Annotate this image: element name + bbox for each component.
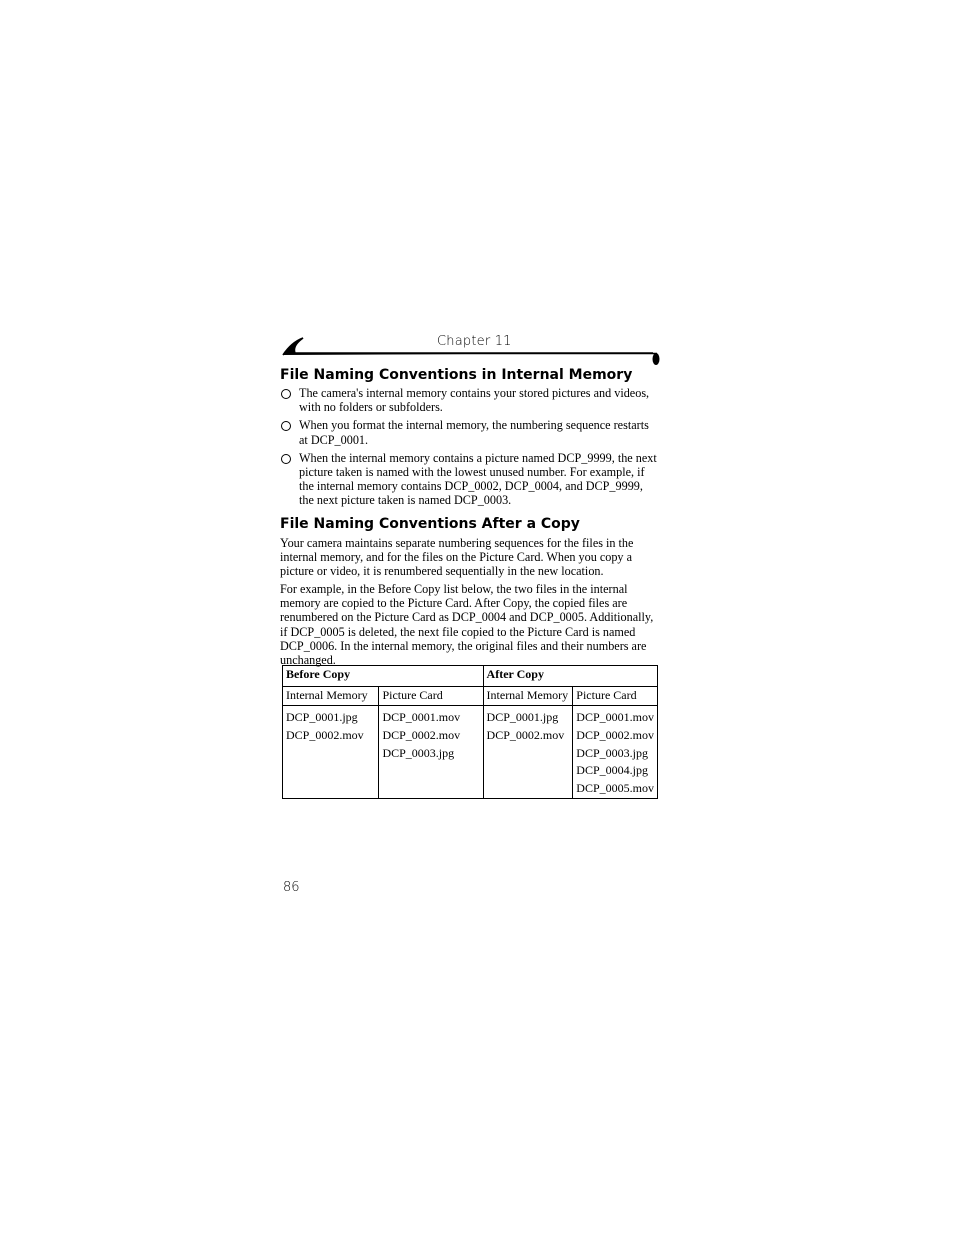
file-name: DCP_0004.jpg bbox=[576, 763, 648, 778]
section-title-internal-memory: File Naming Conventions in Internal Memory bbox=[280, 367, 633, 383]
list-item bbox=[280, 386, 660, 414]
section-title-after-copy: File Naming Conventions After a Copy bbox=[280, 516, 580, 532]
table-column-header: Internal Memory bbox=[483, 687, 573, 706]
circle-bullet-icon bbox=[281, 454, 291, 464]
list-item-text: The camera's internal memory contains your stored pictures and videos, with no folders or subfolders. bbox=[299, 386, 650, 415]
circle-bullet-icon bbox=[281, 421, 291, 431]
file-name: DCP_0001.mov bbox=[576, 710, 654, 724]
file-name: DCP_0002.mov bbox=[286, 727, 364, 742]
list-item bbox=[280, 451, 660, 508]
table-group-header: Before Copy bbox=[283, 666, 484, 687]
list-item-text: When you format the internal memory, the numbering sequence restarts at DCP_0001. bbox=[299, 418, 649, 447]
file-name: DCP_0001.jpg bbox=[286, 710, 358, 724]
table-group-header: After Copy bbox=[483, 666, 657, 687]
file-name: DCP_0002.mov bbox=[576, 727, 654, 742]
list-item-text: When the internal memory contains a picture named DCP_9999, the next picture taken is named with the lowest unused number. For example, if the internal memory contains DCP_0002, DCP_0004, and DCP_9999, the next picture taken is named DCP_0003. bbox=[299, 450, 657, 508]
circle-bullet-icon bbox=[281, 389, 291, 399]
file-name: DCP_0005.mov bbox=[576, 781, 654, 796]
paragraph: Your camera maintains separate numbering sequences for the files in the internal memory, and for the files on the Picture Card. When you copy a picture or video, it is renumbered sequentially in the new location. bbox=[280, 536, 634, 579]
table-cell bbox=[379, 706, 483, 799]
table-cell bbox=[283, 706, 379, 799]
chapter-header bbox=[281, 330, 661, 366]
table-cell bbox=[573, 706, 658, 799]
table-column-header: Picture Card bbox=[573, 687, 658, 706]
bullet-list bbox=[280, 386, 660, 512]
file-name: DCP_0002.mov bbox=[486, 727, 565, 742]
paragraph: For example, in the Before Copy list below, the two files in the internal memory are copied to the Picture Card. After Copy, the copied files are renumbered on the Picture Card as DCP_0004 and DCP_0005. Additionally, if DCP_0005 is deleted, the next file copied to the Picture Card is named DCP_0006. In the internal memory, the original files and their numbers are unchanged. bbox=[280, 582, 654, 668]
table-cell bbox=[483, 706, 573, 799]
table-row bbox=[283, 706, 658, 799]
list-item bbox=[280, 418, 660, 446]
file-name: DCP_0001.mov bbox=[382, 710, 461, 724]
copy-naming-table bbox=[282, 665, 658, 799]
table-column-header: Picture Card bbox=[379, 687, 483, 706]
chapter-label: Chapter 11 bbox=[437, 334, 512, 349]
file-name: DCP_0002.mov bbox=[382, 727, 461, 742]
page-number: 86 bbox=[283, 880, 300, 895]
file-name: DCP_0003.jpg bbox=[382, 745, 455, 760]
table-column-header: Internal Memory bbox=[283, 687, 379, 706]
file-name: DCP_0001.jpg bbox=[486, 710, 559, 724]
file-name: DCP_0003.jpg bbox=[576, 745, 648, 760]
